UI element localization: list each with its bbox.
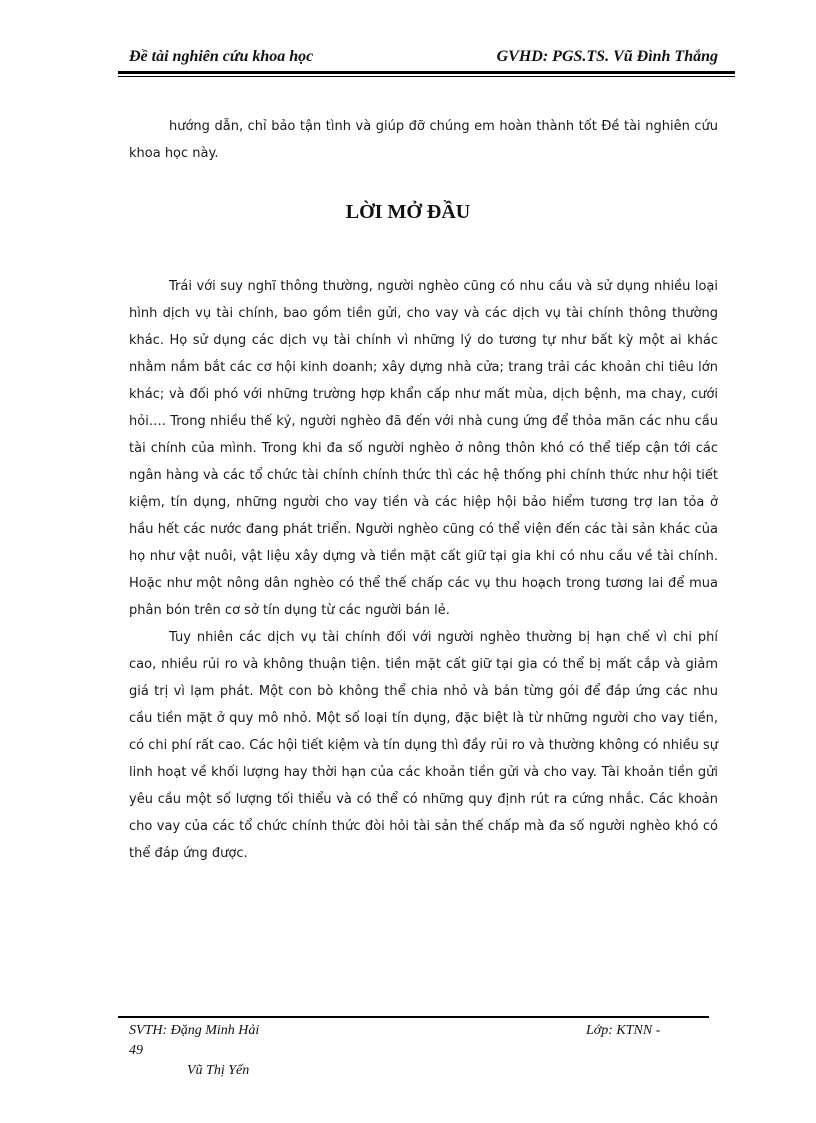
paragraph-2: Tuy nhiên các dịch vụ tài chính đối với người nghèo thường bị hạn chế vì chi phí cao, nhiều rủi ro và không thuận tiện. tiền mặt cất giữ tại gia có thể bị mất cắp và giảm giá trị vì lạm phát. Một con bò không thể chia nhỏ và bán từng gói để đáp ứng các nhu cầu tiền mặt ở quy mô nhỏ. Một số loại tín dụng, đặc biệt là từ những người cho vay tiền, có chi phí rất cao. Các hội tiết kiệm và tín dụng thì đầy rủi ro và thường không có nhiều sự linh hoạt về khối lượng hay thời hạn của các khoản tiền gửi và cho vay. Tài khoản tiền gửi yêu cầu một số lượng tối thiểu và có thể có những quy định rút ra cứng nhắc. Các khoản cho vay của các tổ chức chính thức đòi hỏi tài sản thế chấp mà đa số người nghèo khó có thể đáp ứng được. [129, 630, 718, 861]
section-title: LỜI MỞ ĐẦU [345, 201, 471, 223]
page-footer [129, 1021, 709, 1081]
intro-paragraph [129, 113, 718, 167]
paragraph-1: Trái với suy nghĩ thông thường, người nghèo cũng có nhu cầu và sử dụng nhiều loại hình dịch vụ tài chính, bao gồm tiền gửi, cho vay và các dịch vụ tài chính thông thường khác. Họ sử dụng các dịch vụ tài chính vì những lý do tương tự như bất kỳ một ai khác nhằm nắm bắt các cơ hội kinh doanh; xây dựng nhà cửa; trang trải các khoản chi tiêu lớn khác; và đối phó với những trường hợp khẩn cấp như mất mùa, dịch bệnh, ma chay, cưới hỏi…. Trong nhiều thế kỷ, người nghèo đã đến với nhà cung ứng để thỏa mãn các nhu cầu tài chính của mình. Trong khi đa số người nghèo ở nông thôn khó có thể tiếp cận tới các ngân hàng và các tổ chức tài chính chính thức thì các hệ thống phi chính thức như hội tiết kiệm, tín dụng, những người cho vay tiền và các hiệp hội bảo hiểm tương trợ lan tỏa ở hầu hết các nước đang phát triển. Người nghèo cũng có thể viện đến các tài sản khác của họ như vật nuôi, vật liệu xây dựng và tiền mặt cất giữ tại gia khi có nhu cầu về tài chính. Hoặc như một nông dân nghèo có thể thế chấp các vụ thu hoạch trong tương lai để mua phân bón trên cơ sở tín dụng từ các người bán lẻ. [129, 279, 718, 618]
header-rule-thin [118, 76, 735, 77]
intro-text: hướng dẫn, chỉ bảo tận tình và giúp đỡ chúng em hoàn thành tốt Đề tài nghiên cứu khoa học này. [129, 119, 718, 161]
body-content [129, 273, 718, 867]
footer-class-label: Lớp: KTNN - [586, 1023, 661, 1038]
footer-rule [118, 1016, 709, 1018]
header-rule-thick [118, 71, 735, 74]
footer-student-name: SVTH: Đặng Minh Hải [129, 1023, 260, 1038]
footer-page-number: 49 [129, 1043, 143, 1058]
page-header [129, 48, 718, 70]
footer-student-name-2: Vũ Thị Yến [187, 1063, 250, 1078]
header-supervisor: GVHD: PGS.TS. Vũ Đình Thắng [496, 48, 718, 65]
header-document-title: Đề tài nghiên cứu khoa học [129, 48, 314, 65]
